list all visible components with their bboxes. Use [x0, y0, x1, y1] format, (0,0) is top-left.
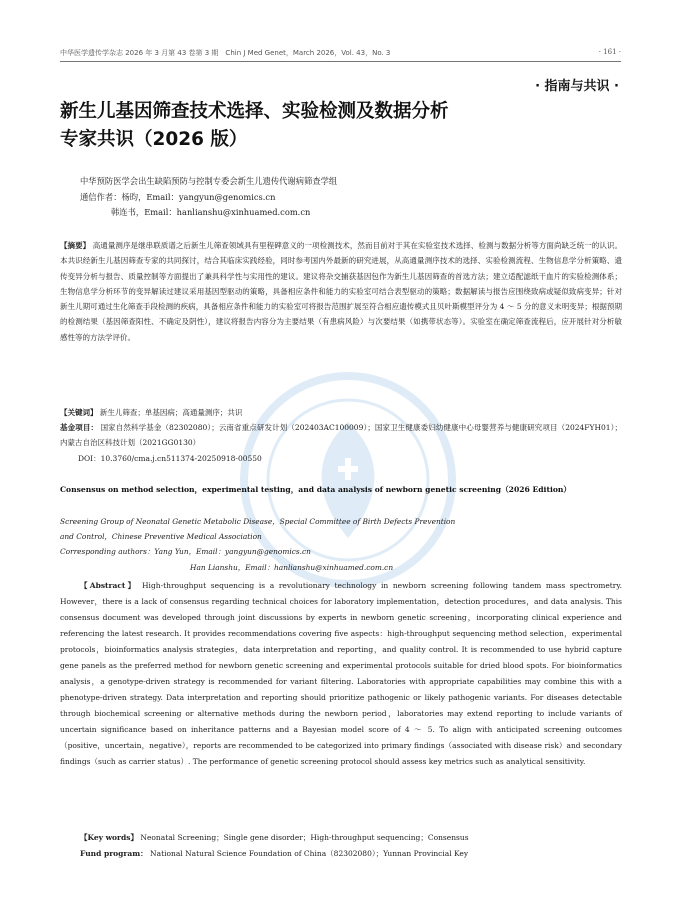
fund-cn-text: 国家自然科学基金（82302080）；云南省重点研发计划（202403AC100009）；国家卫生健康委妇幼健康中心母婴营养与健康研究项目（2024FYH01）；内蒙古自治区科技计划（2021GG0130） [60, 423, 622, 448]
corresponding-author-en-2: Han Lianshu，Email：hanlianshu@xinhuamed.com.cn [190, 562, 394, 572]
abstract-cn-text: 高通量测序是继串联质谱之后新生儿筛查领域具有里程碑意义的一项检测技术，然而目前对于其在实验室技术选择、检测与数据分析等方面尚缺乏统一的认识。本共识经新生儿基因筛查专家的共同探讨，结合其临床实践经验，同时参考国内外最新的研究进展，从高通量测序技术的选择、实验检测流程、生物信息学分析策略、遗传变异分析与报告、质量控制等方面提出了兼具科学性与实用性的建议。建议将杂交捕获基因包作为新生儿基因筛查的首选方法；建立适配滤纸干血片的实验检测体系；生物信息学分析环节的变异解读过建议采用基因型驱动的策略，具备相应条件和能力的实验室可结合表型驱动的策略；数据解读与报告应围绕致病或疑似致病变异；针对新生儿期可通过生化筛查手段检测的疾病，具备相应条件和能力的实验室可将报告范围扩展至符合相应遗传模式且贝叶斯模型评分为 4 ～ 5 分的意义未明变异；根据预期的检测结果（基因筛查阳性、不确定及阴性），建议将报告内容分为主要结果（有患病风险）与次要结果（如携带状态等）。实验室在确定筛查流程后，应开展针对分析敏感性等的方法学评价。 [60, 241, 622, 342]
abstract-en-text: High-throughput sequencing is a revolutionary technology in newborn screening following tandem mass spectrometry. However，there is a lack of consensus regarding technical choices for laboratory implementation，detection procedures，and data analysis. This consensus document was developed through joint discussions by experts in newborn genetic screening，incorporating clinical experience and referencing the latest research. It provides recommendations covering five aspects：high-throughput sequencing method selection，experimental protocols，bioinformatics analysis strategies，data interpretation and reporting，and quality control. It is recommended to use hybrid capture gene panels as the preferred method for newborn genetic screening and experimental protocols suitable for dried blood spots. For bioinformatics analysis，a genotype-driven strategy is recommended for variant filtering. Laboratories with appropriate capabilities may combine this with a phenotype-driven strategy. Data interpretation and reporting should prioritize pathogenic or likely pathogenic variants. For diseases detectable through biochemical screening or alternative methods during the newborn period，laboratories may extend reporting to include variants of uncertain significance based on inheritance patterns and a Bayesian model score of 4 ～ 5. To align with anticipated screening outcomes（positive，uncertain，negative），reports are recommended to be categorized into primary findings（associated with disease risk）and secondary findings（such as carrier status）. The performance of genetic screening protocol should assess key metrics such as analytical sensitivity. [60, 581, 622, 766]
keywords-cn-text: 新生儿筛查；单基因病；高通量测序；共识 [99, 408, 243, 417]
keywords-cn [60, 405, 622, 420]
fund-en-label: Fund program： [80, 849, 148, 858]
authors-cn [80, 174, 620, 221]
fund-cn [60, 420, 622, 451]
keywords-en-text: Neonatal Screening；Single gene disorder；High-throughput sequencing；Consensus [140, 833, 469, 842]
running-header-journal: 中华医学遗传学杂志 2026 年 3 月第 43 卷第 3 期 Chin J Med Genet，March 2026，Vol. 43，No. 3 [60, 49, 391, 57]
running-header [60, 48, 621, 62]
article-title [60, 98, 620, 154]
article-title-line-2: 专家共识（2026 版） [60, 129, 248, 150]
abstract-en [60, 578, 622, 770]
fund-cn-label: 基金项目： [60, 423, 99, 432]
author-group-en-line-1: Screening Group of Neonatal Genetic Metabolic Disease，Special Committee of Birth Defects Prevention [60, 517, 456, 526]
author-group-en-line-2: and Control，Chinese Preventive Medical Association [60, 532, 262, 542]
doi: DOI：10.3760/cma.j.cn511374-20250918-00550 [78, 454, 262, 463]
fund-en-text: National Natural Science Foundation of China（82302080）；Yunnan Provincial Key [150, 849, 469, 858]
page-number: · 161 · [598, 48, 621, 56]
abstract-en-label: 【Abstract】 [80, 581, 138, 590]
fund-en [60, 846, 622, 862]
author-group-cn: 中华预防医学会出生缺陷预防与控制专委会新生儿遗传代谢病筛查学组 [80, 176, 338, 186]
english-title: Consensus on method selection，experimental testing，and data analysis of newborn genetic screening（2026 Edition） [60, 485, 572, 494]
column-label: · 指南与共识 · [535, 79, 619, 94]
corresponding-author-en-1: Corresponding authors：Yang Yun，Email：yangyun@genomics.cn [60, 547, 311, 557]
corresponding-author-cn-2: 韩连书，Email：hanlianshu@xinhuamed.com.cn [111, 207, 311, 217]
keywords-en [60, 830, 622, 846]
abstract-cn-label: 【摘要】 [60, 241, 91, 250]
abstract-cn [60, 238, 622, 345]
article-title-line-1: 新生儿基因筛查技术选择、实验检测及数据分析 [60, 101, 449, 122]
corresponding-author-cn-1: 通信作者：杨昀，Email：yangyun@genomics.cn [80, 191, 276, 202]
authors-en [60, 514, 622, 575]
header-rule [60, 61, 621, 62]
keywords-en-label: 【Key words】 [80, 833, 138, 842]
keywords-cn-label: 【关键词】 [60, 408, 98, 417]
